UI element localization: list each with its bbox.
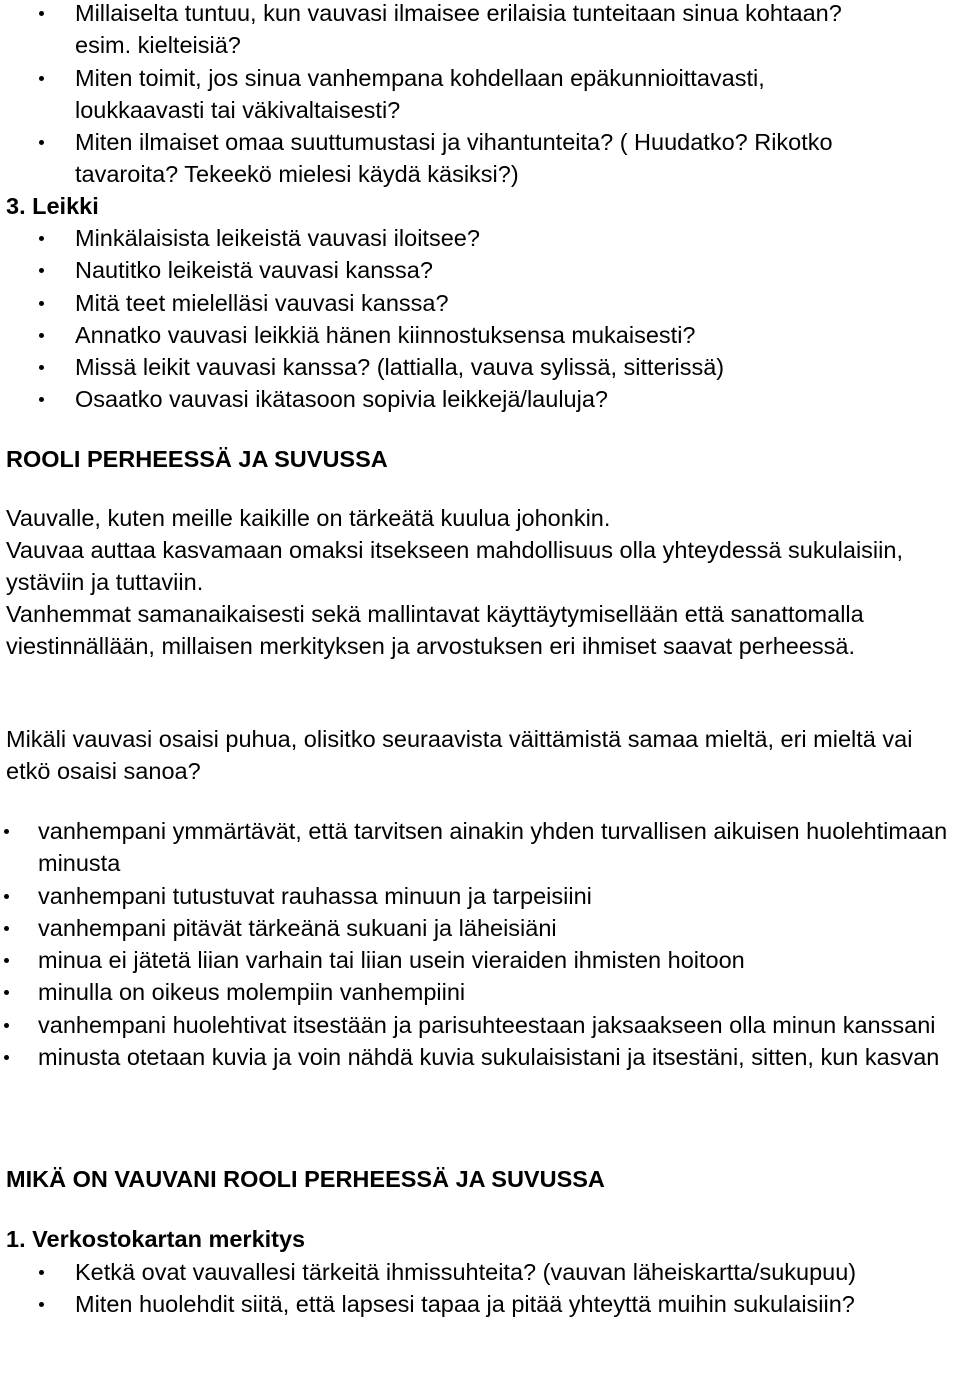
list-item: Miten toimit, jos sinua vanhempana kohdellaan epäkunnioittavasti, loukkaavasti tai väkivaltaisesti? bbox=[0, 62, 880, 127]
list-item: vanhempani pitävät tärkeänä sukuani ja läheisiäni bbox=[0, 912, 950, 944]
verkosto-list bbox=[0, 1256, 860, 1321]
statements-list bbox=[0, 815, 950, 1073]
list-item: minua ei jätetä liian varhain tai liian usein vieraiden ihmisten hoitoon bbox=[0, 944, 950, 976]
list-item: vanhempani huolehtivat itsestään ja parisuhteestaan jaksaakseen olla minun kanssani bbox=[0, 1009, 950, 1041]
list-item: vanhempani tutustuvat rauhassa minuun ja tarpeisiini bbox=[0, 880, 950, 912]
list-item: minulla on oikeus molempiin vanhempiini bbox=[0, 976, 950, 1008]
list-item: Mitä teet mielelläsi vauvasi kanssa? bbox=[0, 287, 900, 319]
verkosto-heading: 1. Verkostokartan merkitys bbox=[6, 1226, 306, 1252]
list-item: Osaatko vauvasi ikätasoon sopivia leikkejä/lauluja? bbox=[0, 383, 900, 415]
list-item: Nautitko leikeistä vauvasi kanssa? bbox=[0, 254, 900, 286]
leikki-heading: 3. Leikki bbox=[6, 193, 99, 219]
list-item: Ketkä ovat vauvallesi tärkeitä ihmissuhteita? (vauvan läheiskartta/sukupuu) bbox=[0, 1256, 860, 1288]
list-item: minusta otetaan kuvia ja voin nähdä kuvia sukulaisistani ja itsestäni, sitten, kun kasvan bbox=[0, 1041, 950, 1073]
questions-list-top bbox=[0, 0, 880, 191]
list-item: Miten huolehdit siitä, että lapsesi tapaa ja pitää yhteyttä muihin sukulaisiin? bbox=[0, 1288, 860, 1320]
section-heading-vauvani-rooli: MIKÄ ON VAUVANI ROOLI PERHEESSÄ JA SUVUSSA bbox=[6, 1166, 605, 1192]
list-item: Annatko vauvasi leikkiä hänen kiinnostuksensa mukaisesti? bbox=[0, 319, 900, 351]
list-item: vanhempani ymmärtävät, että tarvitsen ainakin yhden turvallisen aikuisen huolehtimaan minusta bbox=[0, 815, 950, 880]
leikki-list bbox=[0, 222, 900, 416]
list-item: Miten ilmaiset omaa suuttumustasi ja vihantunteita? ( Huudatko? Rikotko tavaroita? Tekeekö mielesi käydä käsiksi?) bbox=[0, 126, 880, 191]
list-item: Missä leikit vauvasi kanssa? (lattialla, vauva sylissä, sitterissä) bbox=[0, 351, 900, 383]
section-heading-rooli: ROOLI PERHEESSÄ JA SUVUSSA bbox=[6, 446, 388, 472]
paragraph: Vanhemmat samanaikaisesti sekä mallintavat käyttäytymisellään että sanattomalla viestinnällään, millaisen merkityksen ja arvostuksen eri ihmiset saavat perheessä. bbox=[6, 601, 864, 660]
paragraph: Vauvaa auttaa kasvamaan omaksi itsekseen mahdollisuus olla yhteydessä sukulaisiin, ystäviin ja tuttaviin. bbox=[6, 537, 903, 596]
list-item: Millaiselta tuntuu, kun vauvasi ilmaisee erilaisia tunteitaan sinua kohtaan? esim. kielteisiä? bbox=[0, 0, 880, 62]
paragraph: Vauvalle, kuten meille kaikille on tärkeätä kuulua johonkin. bbox=[6, 505, 611, 531]
paragraph-question: Mikäli vauvasi osaisi puhua, olisitko seuraavista väittämistä samaa mieltä, eri mieltä vai etkö osaisi sanoa? bbox=[6, 726, 913, 785]
list-item: Minkälaisista leikeistä vauvasi iloitsee? bbox=[0, 222, 900, 254]
